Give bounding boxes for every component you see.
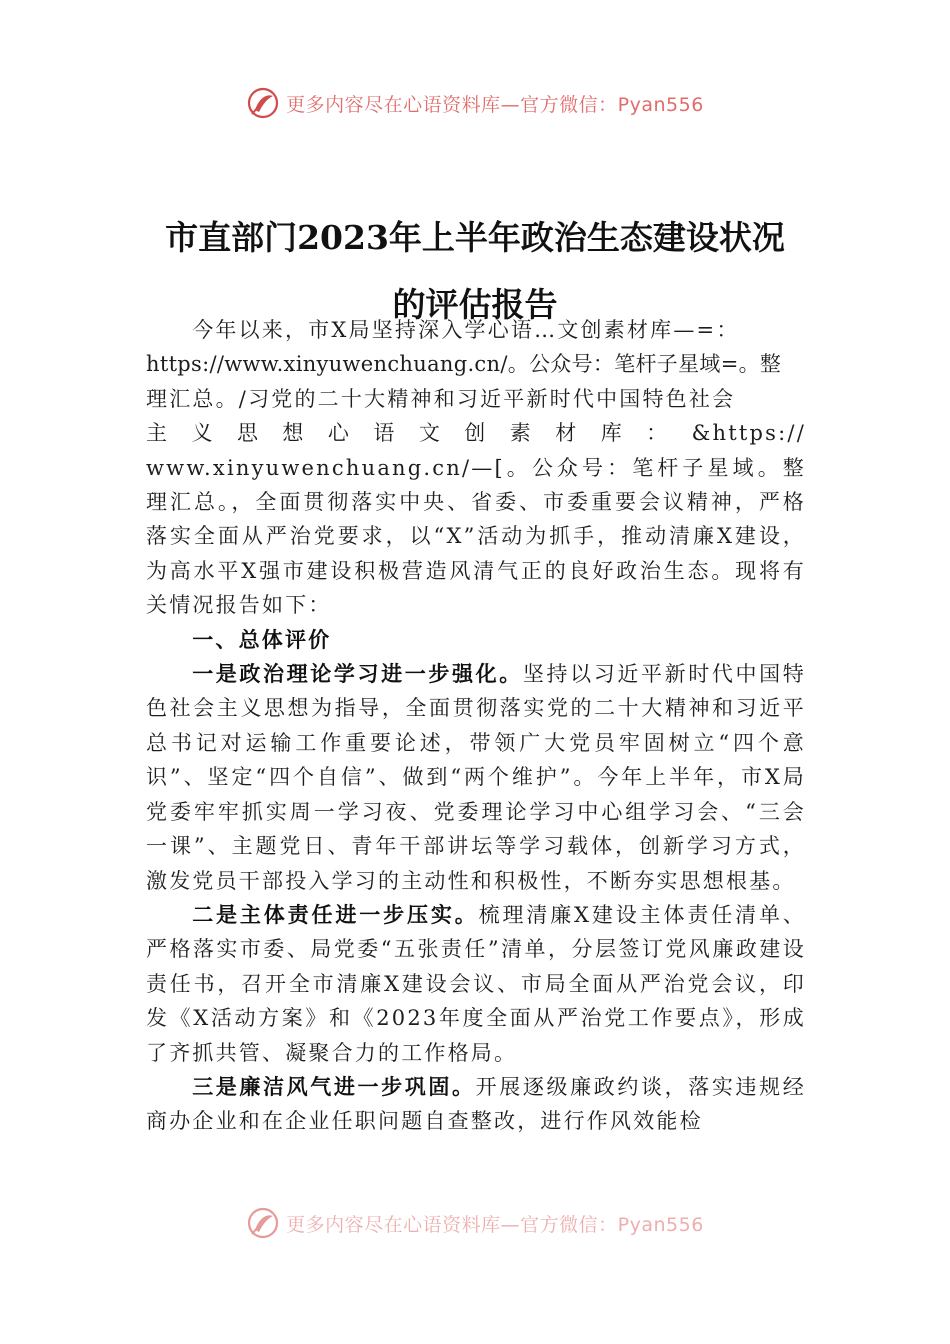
intro-line-4-char: 库 [600,421,624,446]
paragraph-responsibility-lead: 二是主体责任进一步压实。 [192,901,479,927]
intro-line-4-char: 主 [146,421,170,446]
paragraph-politics-lead: 一是政治理论学习进一步强化。 [192,661,523,687]
watermark-text: 更多内容尽在心语资料库—官方微信：Pyan556 [286,93,704,116]
intro-line-4-char: 材 [555,421,579,446]
intro-line-4-char: 思 [236,421,261,446]
paragraph-integrity-lead: 三是廉洁风气进一步巩固。 [192,1073,476,1099]
paragraph-integrity-text: 开展逐级廉政约谈，落实违规经商办企业和在企业任职问题自查整改，进行作风效能检 [146,1074,806,1134]
paragraph-integrity [146,1070,806,1139]
intro-line-4 [146,416,806,450]
title-line-1: 市直部门2023年上半年政治生态建设状况 [165,218,785,258]
logo-icon [246,86,280,120]
intro-line-4-char: ： [646,421,670,446]
intro-rest: www.xinyuwenchuang.cn/—[。公众号：笔杆子星域。整理汇总。，全面贯彻落实中央、省委、市委重要会议精神，严格落实全面从严治党要求，以“X”活动为抓手，推动清廉X建设，为高水平X强市建设积极营造风清气正的良好政治生态。现将有关情况报告如下： [146,455,806,618]
paragraph-politics [146,657,806,898]
intro-line-4-char: 创 [464,421,488,446]
intro-line-4-char: 语 [373,421,397,446]
intro-line-4-char: 想 [282,421,306,446]
intro-line-2: https://www.xinyuwenchuang.cn/。公众号：笔杆子星域=。整 [146,352,782,377]
intro-paragraph [146,313,806,623]
intro-line-3: 理汇总。/习党的二十大精神和习近平新时代中国特色社会 [146,386,736,411]
title-line-2: 的评估报告 [392,285,558,325]
intro-line-1: 今年以来，市X局坚持深入学心语…文创素材库—=： [192,318,740,342]
watermark-text: 更多内容尽在心语资料库—官方微信：Pyan556 [286,1213,704,1236]
document-body [146,313,806,1139]
footer-watermark [0,1206,950,1240]
section-heading-overall: 一、总体评价 [192,626,332,652]
intro-line-4-char: &https:// [691,421,806,446]
paragraph-responsibility [146,898,806,1070]
paragraph-politics-text: 坚持以习近平新时代中国特色社会主义思想为指导，全面贯彻落实党的二十大精神和习近平总书记对运输工作重要论述，带领广大党员牢固树立“四个意识”、坚定“四个自信”、做到“两个维护”。今年上半年，市X局党委牢牢抓实周一学习夜、党委理论学习中心组学习会、“三会一课”、主题党日、青年干部讲坛等学习载体，创新学习方式，激发党员干部投入学习的主动性和积极性，不断夯实思想根基。 [146,662,806,893]
intro-line-4-char: 素 [509,421,533,446]
intro-line-4-char: 心 [327,421,352,446]
intro-line-4-char: 义 [191,421,215,446]
intro-line-4-char: 文 [418,421,443,446]
logo-icon [246,1206,280,1240]
header-watermark [0,84,950,122]
paragraph-responsibility-text: 梳理清廉X建设主体责任清单、严格落实市委、局党委“五张责任”清单，分层签订党风廉政建设责任书，召开全市清廉X建设会议、市局全面从严治党会议，印发《X活动方案》和《2023年度全面从严治党工作要点》，形成了齐抓共管、凝聚合力的工作格局。 [146,902,807,1065]
